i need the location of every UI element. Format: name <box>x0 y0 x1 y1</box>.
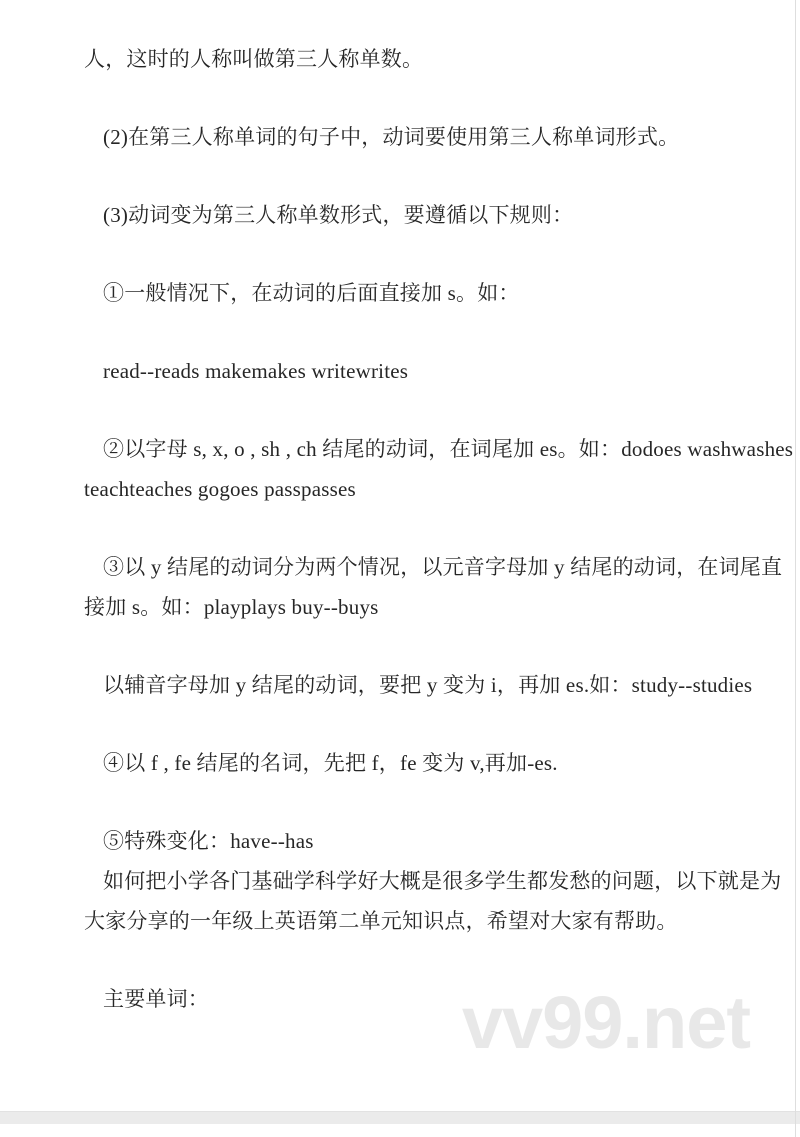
text-line: 如何把小学各门基础学科学好大概是很多学生都发愁的问题，以下就是为 <box>103 869 782 893</box>
paragraph <box>84 665 753 705</box>
text-line: 大家分享的一年级上英语第二单元知识点，希望对大家有帮助。 <box>84 909 678 933</box>
text-line: ①一般情况下，在动词的后面直接加 s。如： <box>103 281 520 305</box>
page-edge-line <box>795 0 796 1137</box>
text-line: teachteaches gogoes passpasses <box>84 477 356 501</box>
text-line: 接加 s。如：playplays buy--buys <box>84 595 379 619</box>
paragraph <box>84 351 748 391</box>
paragraph <box>84 861 782 941</box>
paragraph <box>84 195 748 235</box>
paragraph <box>84 429 794 509</box>
paragraph <box>84 547 783 627</box>
text-line: ⑤特殊变化：have--has <box>103 829 314 853</box>
text-line: (3)动词变为第三人称单数形式，要遵循以下规则： <box>103 203 574 227</box>
text-line: 主要单词： <box>103 987 209 1011</box>
page-separator <box>0 1111 800 1124</box>
paragraph <box>84 743 748 783</box>
text-line: ④以 f , fe 结尾的名词，先把 f，fe 变为 v,再加-es. <box>103 751 558 775</box>
text-line: 人，这时的人称叫做第三人称单数。 <box>84 47 424 71</box>
text-line: ③以 y 结尾的动词分为两个情况，以元音字母加 y 结尾的动词，在词尾直 <box>103 555 783 579</box>
text-line: ②以字母 s, x, o , sh , ch 结尾的动词，在词尾加 es。如：dodoes washwashes <box>103 437 794 461</box>
text-line: read--reads makemakes writewrites <box>103 359 409 383</box>
text-line: 以辅音字母加 y 结尾的动词，要把 y 变为 i，再加 es.如：study--studies <box>103 673 753 697</box>
paragraph <box>84 39 748 79</box>
paragraph <box>84 821 748 861</box>
paragraph <box>84 117 748 157</box>
site-watermark: vv99.net <box>461 981 750 1064</box>
paragraph <box>84 273 748 313</box>
text-line: (2)在第三人称单词的句子中，动词要使用第三人称单词形式。 <box>103 125 680 149</box>
